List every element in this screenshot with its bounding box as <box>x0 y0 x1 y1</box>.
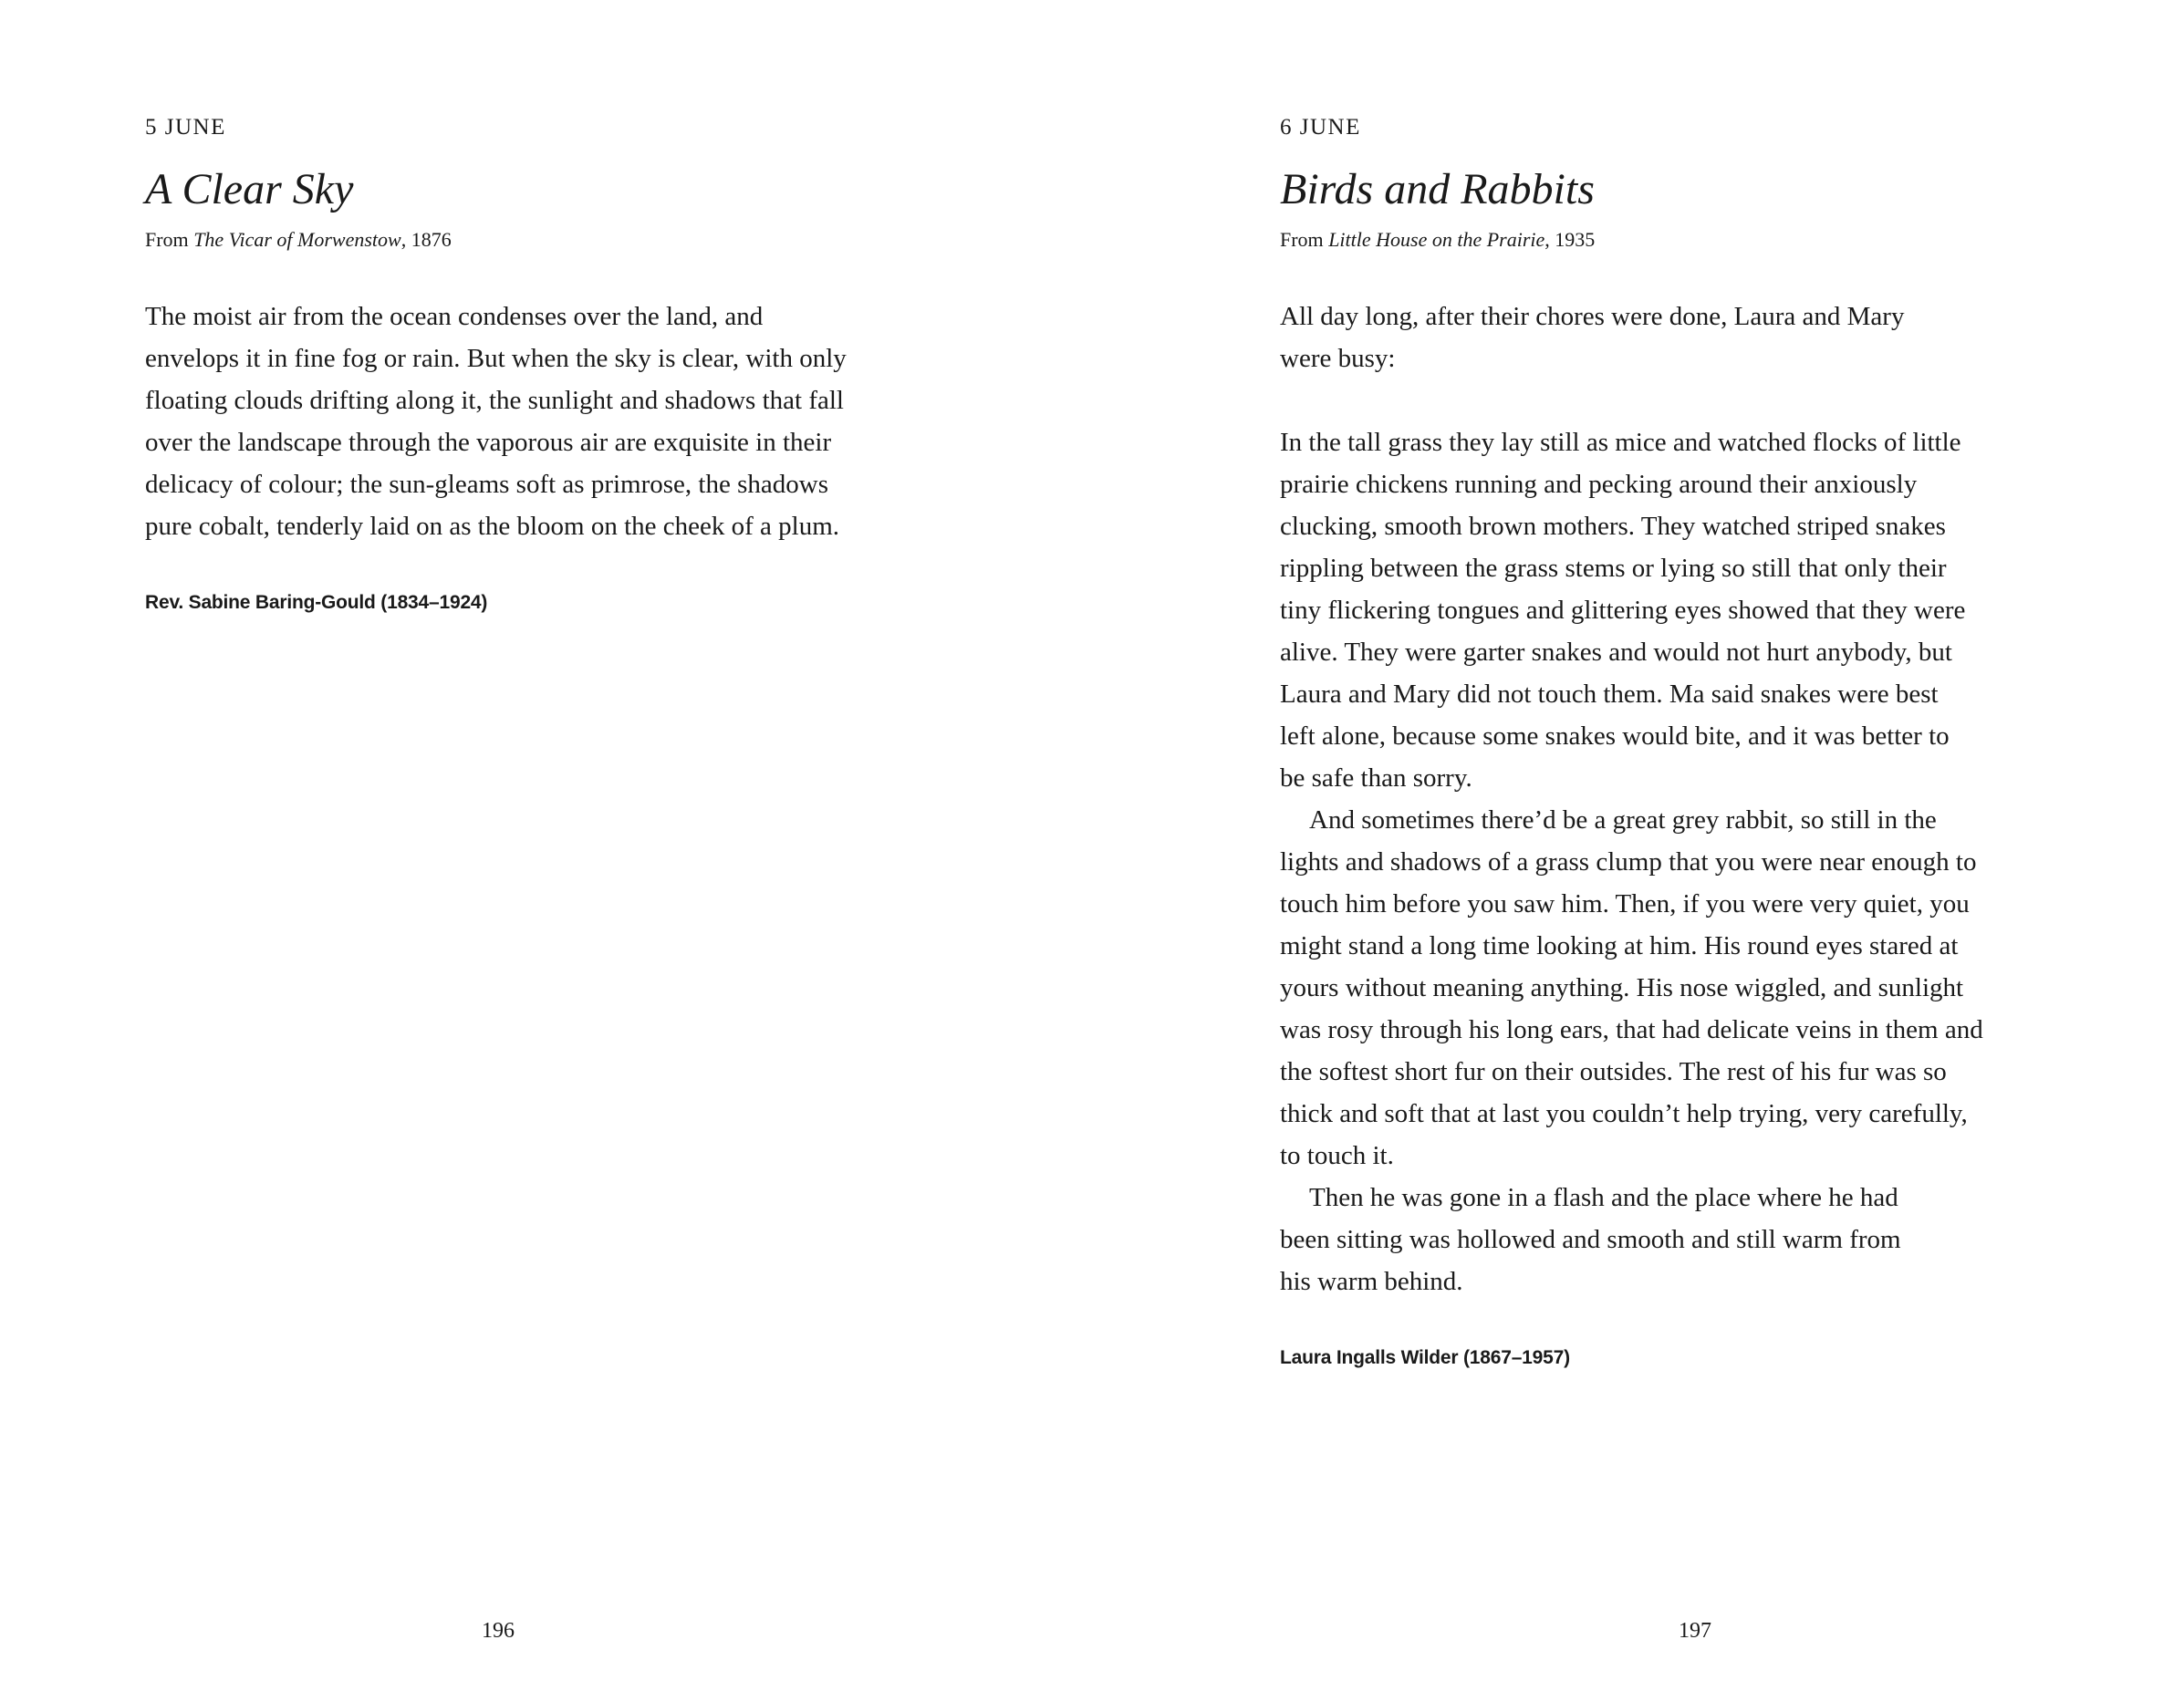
right-page-content <box>1280 109 2083 1372</box>
entry-date: 6 JUNE <box>1280 115 1361 140</box>
source-prefix: From <box>145 228 189 251</box>
body-paragraph: All day long, after their chores were done, Laura and Mary were busy: <box>1280 302 1905 373</box>
entry-source <box>145 224 930 255</box>
entry-source <box>1280 224 2083 255</box>
page-number: 197 <box>1679 1619 1711 1643</box>
body-paragraph: Then he was gone in a flash and the place where he had been sitting was hollowed and smooth and still warm from his warm behind. <box>1280 1183 1901 1296</box>
right-page <box>1092 0 2184 1681</box>
left-page-content <box>145 109 930 617</box>
source-year: , 1876 <box>400 228 452 251</box>
entry-body <box>1280 296 2083 1302</box>
page-number: 196 <box>482 1619 515 1643</box>
entry-author: Rev. Sabine Baring-Gould (1834–1924) <box>145 592 488 613</box>
source-work: Little House on the Prairie <box>1328 228 1545 251</box>
source-work: The Vicar of Morwenstow <box>193 228 401 251</box>
body-paragraph: In the tall grass they lay still as mice and watched flocks of little prairie chickens running and pecking around their anxiously clucking, smooth brown mothers. They watched striped snakes rippling between the grass stems or lying so still that only their tiny flickering tongues and glittering eyes showed that they were alive. They were garter snakes and would not hurt anybody, but Laura and Mary did not touch them. Ma said snakes were best left alone, because some snakes would bite, and it was better to be safe than sorry. <box>1280 428 1966 793</box>
source-year: , 1935 <box>1544 228 1596 251</box>
entry-title: Birds and Rabbits <box>1280 165 1595 213</box>
body-paragraph: The moist air from the ocean condenses over the land, and envelops it in fine fog or rain. But when the sky is clear, with only floating clouds drifting along it, the sunlight and shadows that fall over the landscape through the vaporous air are exquisite in their delicacy of colour; the sun-gleams soft as primrose, the shadows pure cobalt, tenderly laid on as the bloom on the cheek of a plum. <box>145 302 847 541</box>
body-paragraph: And sometimes there’d be a great grey rabbit, so still in the lights and shadows of a grass clump that you were near enough to touch him before you saw him. Then, if you were very quiet, you might stand a long time looking at him. His round eyes stared at yours without meaning anything. His nose wiggled, and sunlight was rosy through his long ears, that had delicate veins in them and the softest short fur on their outsides. The rest of his fur was so thick and soft that at last you couldn’t help trying, very carefully, to touch it. <box>1280 805 1983 1170</box>
entry-date: 5 JUNE <box>145 115 226 140</box>
entry-title: A Clear Sky <box>145 165 354 213</box>
entry-body <box>145 296 930 547</box>
source-prefix: From <box>1280 228 1324 251</box>
entry-author: Laura Ingalls Wilder (1867–1957) <box>1280 1347 1570 1368</box>
